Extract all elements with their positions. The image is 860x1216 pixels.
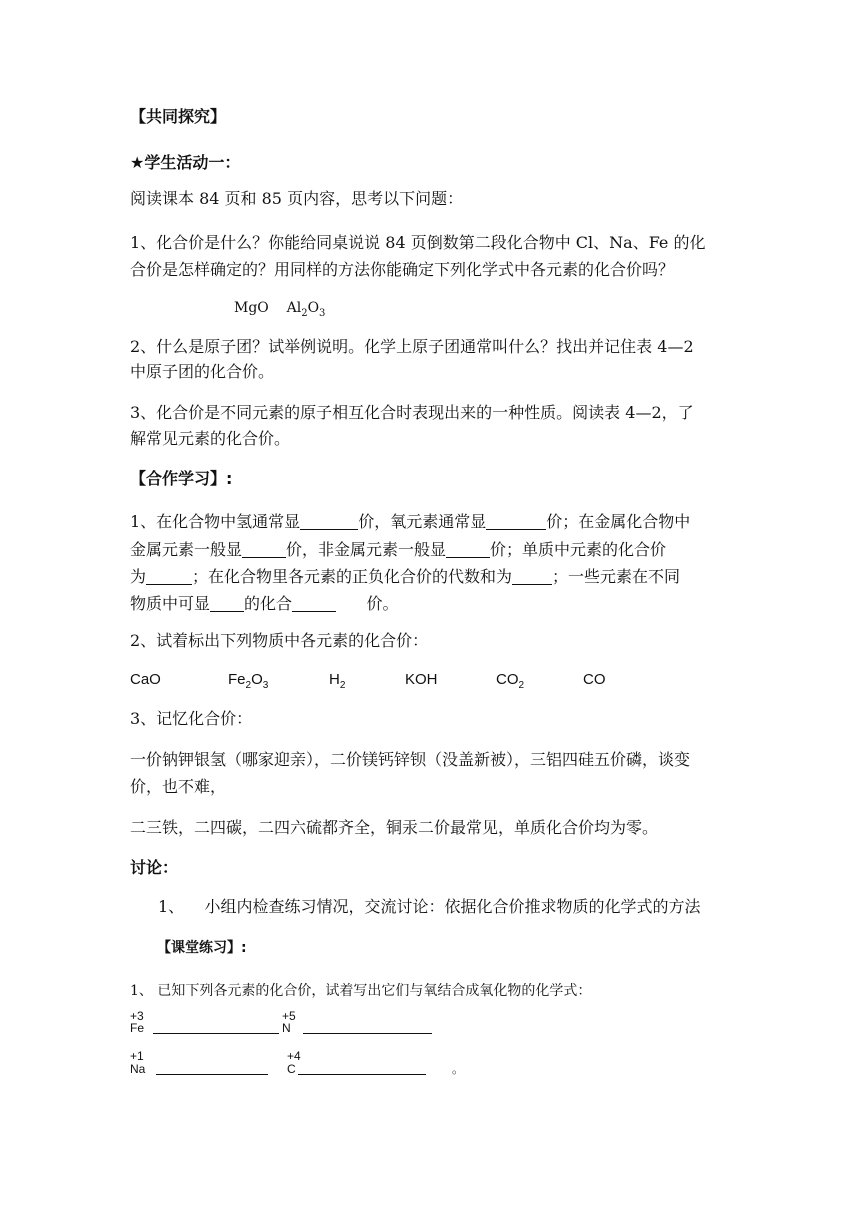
rhyme-line2: 价，也不难， [130, 777, 227, 796]
blank-field[interactable] [242, 541, 286, 558]
n-valence: +5 [282, 1009, 296, 1023]
blank-field[interactable] [486, 513, 546, 530]
rhyme-line1: 一价钠钾银氢（哪家迎亲），二价镁钙锌钡（没盖新被），三铝四硅五价磷，谈变 [130, 750, 691, 769]
question3-line1: 3、化合价是不同元素的原子相互化合时表现出来的一种性质。阅读表 4—2，了 [130, 403, 694, 422]
coop1-line3: 为 ；在化合物里各元素的正负化合价的代数和为 ；一些元素在不同 [130, 567, 681, 586]
activity1-title: ★学生活动一： [130, 153, 241, 172]
activity1-intro: 阅读课本 84 页和 85 页内容，思考以下问题： [130, 189, 464, 208]
blank-field[interactable] [292, 595, 336, 612]
c-valence: +4 [287, 1049, 301, 1063]
end-mark: 。 [452, 1062, 465, 1076]
formula-al2o3: $Al_2O_3$ [286, 300, 326, 319]
formula-cao: CaO [130, 671, 161, 688]
formula-mgo: MgO [234, 300, 269, 316]
formula-h2: $H_2$ [329, 671, 346, 691]
blank-field[interactable] [512, 568, 552, 585]
section-heading-coop: 【合作学习】: [130, 469, 233, 488]
n-symbol: N [282, 1021, 291, 1035]
na-valence: +1 [130, 1049, 144, 1063]
answer-line-na[interactable] [156, 1074, 268, 1075]
section-heading-explore: 【共同探究】 [130, 107, 227, 126]
formula-co2: $CO_2$ [496, 671, 525, 691]
coop1-line1: 1、在化合物中氢通常显 价，氧元素通常显 价；在金属化合物中 [130, 512, 691, 531]
question1-formulas [234, 298, 325, 324]
coop3-title: 3、记忆化合价： [130, 709, 253, 728]
formula-co: CO [583, 671, 606, 688]
formula-fe2o3: $Fe_2O_3$ [228, 671, 269, 691]
coop1-line2: 金属元素一般显 价，非金属元素一般显 价；单质中元素的化合价 [130, 540, 667, 559]
question2-line1: 2、什么是原子团？试举例说明。化学上原子团通常叫什么？找出并记住表 4—2 [130, 337, 694, 356]
answer-line-c[interactable] [298, 1074, 426, 1075]
blank-field[interactable] [446, 541, 490, 558]
question1-line1: 1、化合价是什么？你能给同桌说说 84 页倒数第二段化合物中 Cl、Na、Fe 的化 [130, 233, 706, 252]
discussion-item [158, 897, 701, 917]
answer-line-n[interactable] [303, 1033, 432, 1034]
practice1-question: 1、 已知下列各元素的化合价，试着写出它们与氧结合成氧化物的化学式： [130, 983, 592, 999]
coop1-line4: 物质中可显 的化合 价。 [130, 594, 399, 613]
section-heading-practice: 【课堂练习】: [157, 940, 247, 956]
question3-line2: 解常见元素的化合价。 [130, 429, 291, 448]
discussion-title: 讨论： [130, 858, 179, 877]
discussion-item-number: 1、 [158, 897, 185, 916]
question1-line2: 合价是怎样确定的？用同样的方法你能确定下列化学式中各元素的化合价吗？ [130, 260, 675, 279]
blank-field[interactable] [210, 595, 244, 612]
coop2-title: 2、试着标出下列物质中各元素的化合价： [130, 631, 429, 650]
fe-symbol: Fe [130, 1021, 145, 1035]
blank-field[interactable] [300, 513, 358, 530]
discussion-item-text: 小组内检查练习情况，交流讨论：依据化合价推求物质的化学式的方法 [204, 897, 701, 916]
fe-valence: +3 [130, 1009, 144, 1023]
na-symbol: Na [130, 1062, 146, 1076]
rhyme-line3: 二三铁，二四碳，二四六硫都齐全，铜汞二价最常见，单质化合价均为零。 [130, 818, 659, 837]
blank-field[interactable] [146, 568, 192, 585]
answer-line-fe[interactable] [153, 1033, 279, 1034]
c-symbol: C [287, 1062, 296, 1076]
formula-koh: KOH [405, 671, 438, 688]
question2-line2: 中原子团的化合价。 [130, 362, 275, 381]
